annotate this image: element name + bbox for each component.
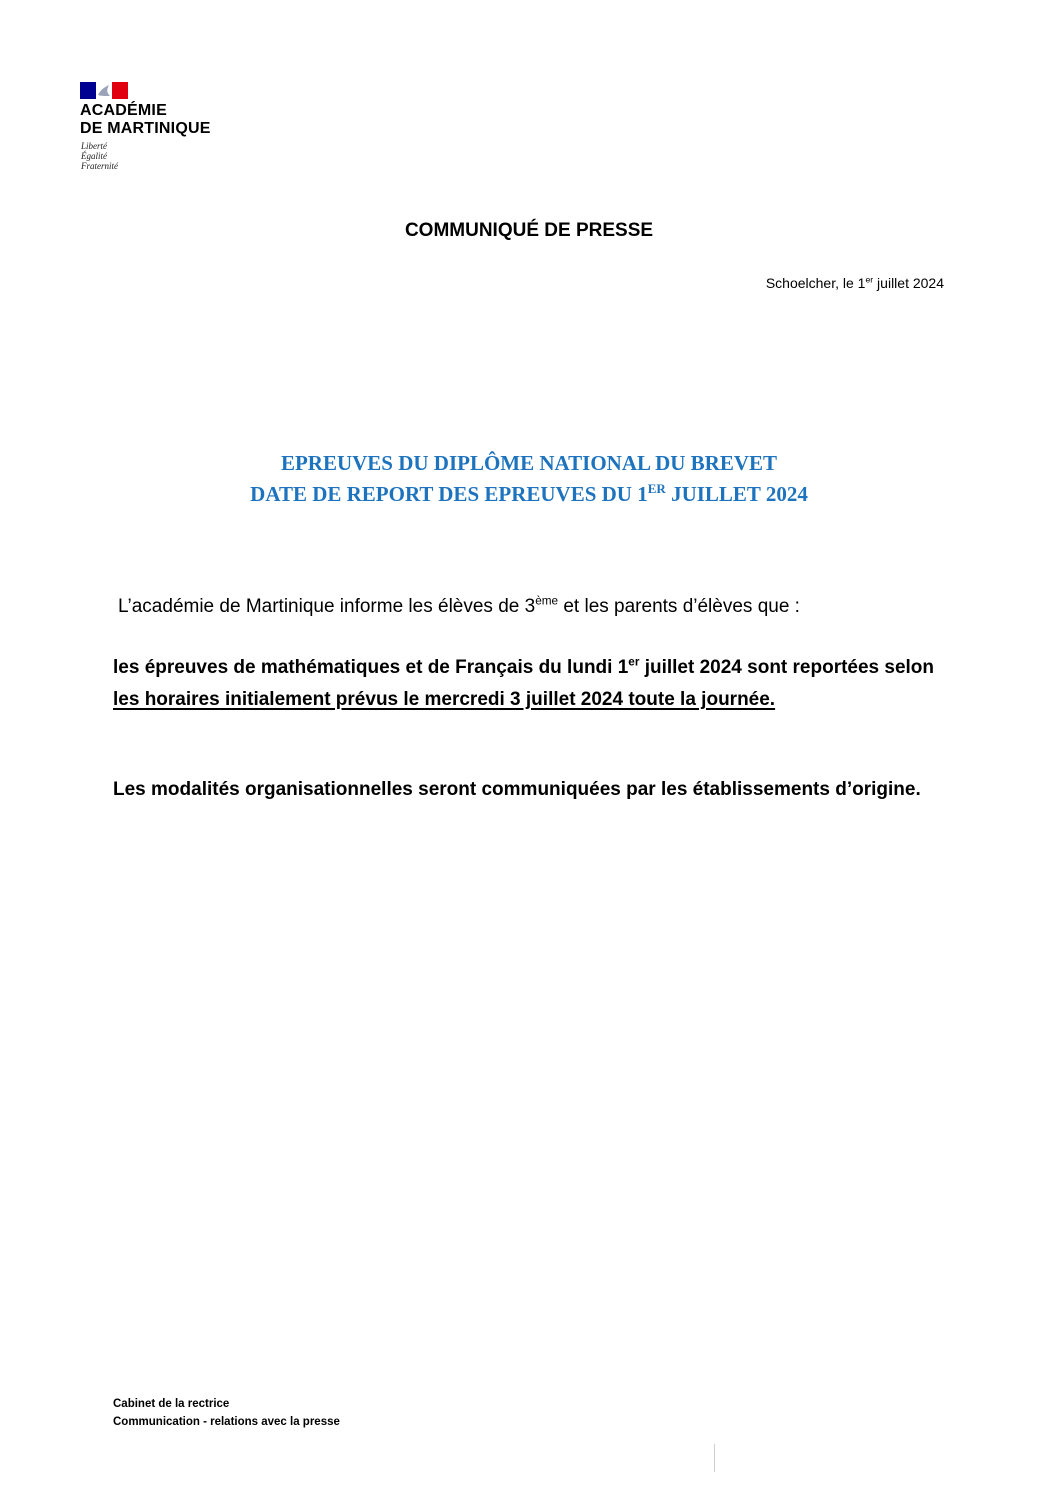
title-line-2-suffix: JUILLET 2024 xyxy=(665,482,808,506)
para1-mid: juillet 2024 sont reportées selon xyxy=(639,657,935,678)
motto-fraternite: Fraternité xyxy=(81,161,118,171)
intro-suffix: et les parents d’élèves que : xyxy=(558,596,800,617)
date-superscript: er xyxy=(865,274,874,285)
academy-name-line-2: DE MARTINIQUE xyxy=(80,120,211,137)
footer-cabinet: Cabinet de la rectrice xyxy=(113,1398,230,1410)
para1-underlined-schedule: les horaires initialement prévus le mercredi 3 juillet 2024 toute la journée. xyxy=(113,689,776,710)
footer-divider xyxy=(714,1444,715,1472)
document-title-line-1: EPREUVES DU DIPLÔME NATIONAL DU BREVET xyxy=(280,451,778,475)
intro-superscript: ème xyxy=(535,594,559,608)
motto-liberte: Liberté xyxy=(81,141,107,151)
date-prefix: Schoelcher, le 1 xyxy=(765,275,866,291)
intro-paragraph xyxy=(118,596,800,618)
academy-name-line-1: ACADÉMIE xyxy=(80,102,167,119)
postponement-paragraph xyxy=(113,652,943,716)
para1-prefix: les épreuves de mathématiques et de Français du lundi 1 xyxy=(113,657,629,678)
intro-prefix: L’académie de Martinique informe les élèves de 3 xyxy=(118,596,536,617)
title-superscript: ER xyxy=(647,481,666,496)
date-suffix: juillet 2024 xyxy=(873,275,944,291)
para1-superscript: er xyxy=(628,655,640,669)
academy-name xyxy=(80,102,211,138)
date-line xyxy=(766,275,944,291)
press-release-heading: COMMUNIQUÉ DE PRESSE xyxy=(404,220,654,241)
organisation-paragraph: Les modalités organisationnelles seront communiquées par les établissements d’origine. xyxy=(113,779,921,800)
footer-communication: Communication - relations avec la presse xyxy=(113,1416,340,1428)
document-title-line-2 xyxy=(0,482,1058,507)
motto-egalite: Égalité xyxy=(81,151,107,161)
marianne-flag-logo xyxy=(80,82,128,99)
title-line-2-prefix: DATE DE REPORT DES EPREUVES DU 1 xyxy=(250,482,648,506)
republic-motto xyxy=(81,141,118,171)
